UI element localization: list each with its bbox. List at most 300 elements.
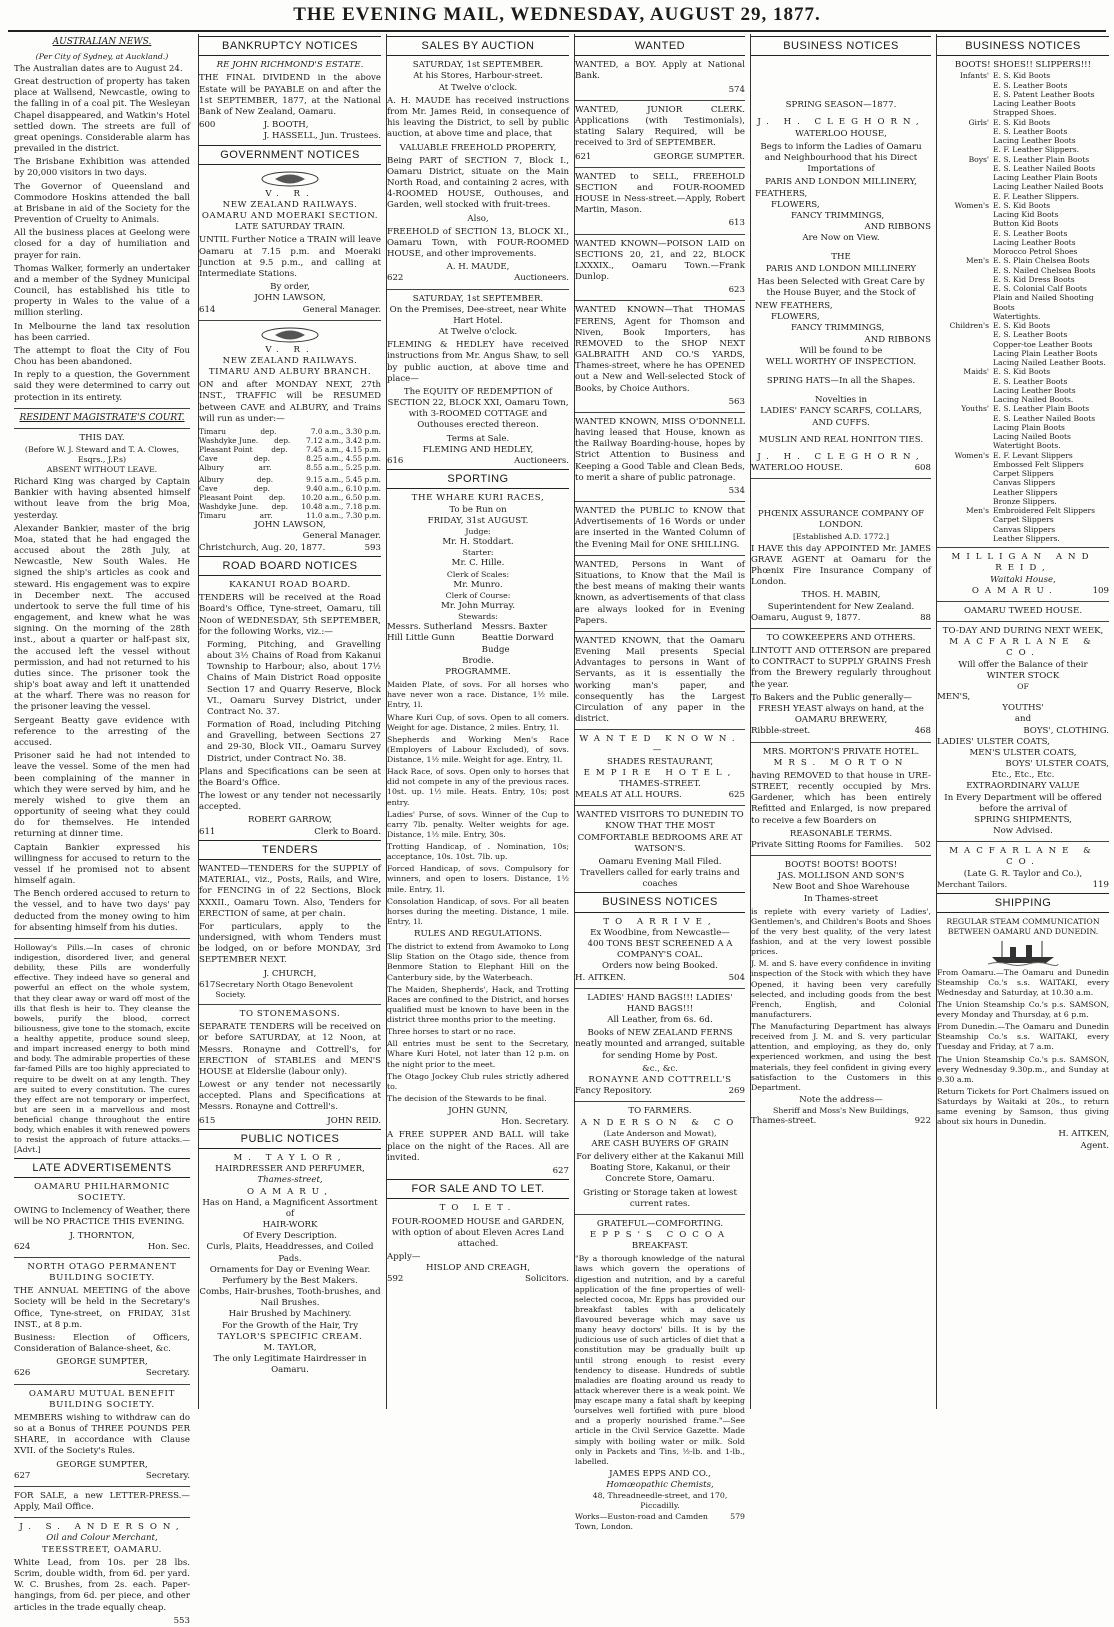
boots-item-label: Lacing Leather Boots (993, 99, 1076, 109)
taylor-sign: M. TAYLOR, (263, 1343, 317, 1353)
maude-body: A. H. MAUDE has received instructions from Mr. James Reid, in consequence of his leaving the District, to sell by public auction, at above time and place, that (387, 95, 569, 140)
ad-number: 616 (387, 455, 404, 466)
boots-item-label: Plain and Nailed Shooting Boots (993, 293, 1094, 312)
boots-title: BOOTS! BOOTS! BOOTS! (784, 860, 898, 871)
railways-sign: JOHN LAWSON, (254, 293, 326, 304)
railways-order: By order, (270, 282, 310, 293)
tweed-line: Will offer the Balance of their (958, 659, 1088, 670)
timetable-type: dep. (271, 502, 288, 512)
cleghorn-line: THE (831, 252, 851, 263)
boots-category: Girls' (968, 117, 989, 127)
official-title: Starter: (462, 548, 494, 558)
ad-number: 109 (1092, 585, 1109, 596)
cleghorn-line: FANCY TRIMMINGS, (791, 323, 885, 334)
boots-item-label: Lacing Plain Leather Boots (993, 348, 1098, 358)
business-header: BUSINESS NOTICES (937, 36, 1109, 56)
cleghorn-line: MUSLIN AND REAL HONITON TIES. (758, 434, 924, 445)
timetable-times: 9.15 a.m., 5.45 p.m. (306, 475, 381, 485)
arrive-title: TO ARRIVE, (603, 916, 717, 927)
railways-section: OAMARU AND MOERAKI SECTION. (201, 211, 379, 222)
boots-item (937, 192, 1109, 201)
anderson-co-line: For delivery either at the Kakanui Mill Boating Store, Kakanui, or their Concrete Store, Oamaru. (576, 1151, 744, 1185)
boots-item-label: Lacing Kid Boots (993, 210, 1059, 220)
cleghorn-sign: J. H. CLEGHORN, (757, 451, 925, 462)
royal-crest-icon (199, 325, 381, 345)
boots-item-label: E. S. Kid Boots (993, 200, 1051, 210)
divider (937, 601, 1109, 602)
boots-item (937, 395, 1109, 404)
race-item: Maiden Plate, of sovs. For all horses who have never won a race. Distance, 1½ mile. Entry, 1l. (387, 680, 569, 710)
cleghorn-line: Will be found to be (799, 345, 883, 356)
road-sign: ROBERT GARROW, (247, 815, 332, 826)
taylor-trade: HAIRDRESSER AND PERFUMER, (215, 1164, 365, 1175)
government-header: GOVERNMENT NOTICES (199, 145, 381, 165)
taylor-town: OAMARU, (247, 1186, 333, 1197)
court-paragraph: Richard King was charged by Captain Bankier with having absented himself without leave from the brig Moa, yesterday. (14, 477, 190, 521)
programme-title: PROGRAMME. (445, 666, 511, 677)
anderson-co-name: ANDERSON & CO (580, 1117, 740, 1128)
boots-item-label: E. F. Leather Slippers. (993, 145, 1080, 155)
philharmonic-title: OAMARU PHILHARMONIC SOCIETY. (34, 1181, 170, 1203)
divider (575, 988, 745, 989)
timetable-row (199, 511, 381, 520)
divider (937, 841, 1109, 842)
tweed-line: SPRING SHIPMENTS, (974, 814, 1072, 825)
wanted-line: Oamaru Evening Mail Filed. (598, 856, 722, 867)
ad-number: 922 (914, 1116, 931, 1127)
fh-time: At Twelve o'clock. (438, 327, 518, 338)
column-4 (574, 34, 745, 1531)
rules-title: RULES AND REGULATIONS. (414, 929, 542, 939)
boots-item-label: E. S. Kid Dress Boots (993, 274, 1075, 284)
divider (751, 478, 931, 479)
fh-sign: FLEMING AND HEDLEY, (422, 444, 534, 455)
philharmonic-body: OWING to Inclemency of Weather, there will be NO PRACTICE THIS EVENING. (14, 1206, 190, 1228)
boots-list (937, 71, 1109, 543)
phoenix-date: Oamaru, August 9, 1877. (751, 612, 861, 623)
boots-item (937, 173, 1109, 182)
news-paragraph: Thomas Walker, formerly an undertaker and a member of the Sydney Municipal Council, has established his title to property in Wales to the value of a million sterling. (14, 263, 190, 319)
tweed-line: Etc., Etc., Etc. (991, 770, 1055, 781)
milligan-house: Waitaki House, (990, 574, 1056, 585)
divider (14, 1486, 190, 1487)
late-advertisements-header: LATE ADVERTISEMENTS (14, 1158, 190, 1178)
maude-also: Also, (467, 213, 489, 224)
australian-news-byline: (Per City of Sydney, at Auckland.) (35, 51, 169, 61)
macfarlane-sub: (Late G. R. Taylor and Co.), (963, 868, 1083, 879)
boots-item (937, 441, 1109, 450)
fh-date: SATURDAY, 1st SEPTEMBER. (412, 293, 544, 304)
tweed-line: WINTER STOCK (986, 670, 1060, 681)
boots-item-label: Copper-toe Leather Boots (993, 339, 1093, 349)
boots-item-label: E. S. Leather Boots (993, 80, 1068, 90)
timetable-row (199, 463, 381, 472)
race-item: Consolation Handicap, of sovs. For all beaten horses during the meeting. Distance, 1 mile. Entry, 1l. (387, 896, 569, 926)
railways-place: Christchurch, Aug. 20, 1877. (199, 542, 326, 553)
divider (575, 501, 745, 502)
philharmonic-sign: J. THORNTON, (69, 1230, 135, 1241)
official-name: Mr. C. Hille. (451, 558, 505, 569)
arrive-line: Ex Woodbine, from Newcastle— (590, 927, 730, 938)
stewards-last: Brodie. (462, 655, 494, 666)
omb-body: MEMBERS wishing to withdraw can do so at a Bonus of THREE POUNDS PER SHARE, in accordance with Clause XVII. of the Society's Rules. (14, 1412, 190, 1457)
boots-category: Youths' (961, 404, 989, 414)
australian-news-title: AUSTRALIAN NEWS. (52, 37, 152, 47)
mollison-body: J. M. and S. have every confidence in inviting inspection of the Stock with which they have Opened, it having been very carefully selected, and including goods from the best French, English, and Colonial manufacturers. (751, 959, 931, 1019)
boots-item-label: E. S. Kid Boots (993, 71, 1051, 81)
boots-item-label: Morocco Petrol Shoes (993, 247, 1078, 257)
rule-item: The decision of the Stewards to be final. (387, 1093, 547, 1103)
fh-body: FLEMING & HEDLEY have received instructions from Mr. Angus Shaw, to sell by public auction, at above time and place— (387, 340, 569, 384)
boots-item-label: E. S. Leather Boots (993, 330, 1068, 340)
bags-sign: RONAYNE AND COTTRELL'S (588, 1075, 732, 1085)
taylor-street: Thames-street, (257, 1175, 323, 1186)
official-title: Judge: (465, 526, 491, 536)
nopb-body: THE ANNUAL MEETING of the above Society will be held in the Secretary's Office, Tyne-street, on FRIDAY, 31st INST., at 8 p.m. (14, 1286, 190, 1330)
divider (937, 621, 1109, 622)
boots-item-label: Embroidered Felt Slippers (993, 506, 1096, 516)
official-name: Mr. H. Stoddart. (442, 537, 514, 548)
railways-title: NEW ZEALAND RAILWAYS. (222, 355, 358, 366)
ad-number: 627 (552, 1165, 569, 1176)
stonemasons-title: TO STONEMASONS. (239, 1009, 341, 1020)
boots-item-label: E. S. Leather Plain Boots (993, 154, 1090, 164)
boots-category: Maids' (963, 367, 989, 377)
boots-item (937, 506, 1109, 515)
road-board-header: ROAD BOARD NOTICES (199, 556, 381, 576)
cleghorn-line: FANCY TRIMMINGS, (791, 210, 885, 221)
divider (751, 855, 931, 856)
boots-item (937, 219, 1109, 228)
omb-role: Secretary. (145, 1470, 190, 1481)
taylor-line: The only Legitimate Hairdresser in Oamaru. (213, 1354, 367, 1376)
bags-title: LADIES' HAND BAGS!!! LADIES' HAND BAGS!!! (587, 992, 733, 1014)
boots-item (937, 284, 1109, 293)
auction-header: SALES BY AUCTION (387, 36, 569, 56)
boots-item (937, 256, 1109, 265)
mollison-street: In Thames-street (803, 893, 879, 904)
boots-item (937, 312, 1109, 321)
boots-item-label: Carpet Slippers (993, 469, 1054, 479)
shipping-item: From Dunedin.—The Oamaru and Dunedin Steamship Co.'s s.s. WAITAKI, every Tuesday and Friday, at 7 a.m. (937, 1022, 1109, 1052)
race-item: Ladies' Purse, of sovs. Winner of the Cup to carry 7lb. penalty. Welter weights for age. Distance, 1½ mile. Entry, 30s. (387, 809, 569, 839)
vr-mark: V. R. (265, 344, 315, 355)
letter-press-ad: FOR SALE, a new LETTER-PRESS.—Apply, Mail Office. (14, 1490, 190, 1513)
to-let-apply: Apply— (387, 1252, 421, 1263)
column-6 (936, 34, 1109, 1409)
railways-title: NEW ZEALAND RAILWAYS. (222, 199, 358, 210)
news-paragraph: In reply to a question, the Government said they were determined to carry out protection in its entirety. (14, 370, 190, 403)
auction-place: At his Stores, Harbour-street. (413, 71, 543, 82)
boots-item (937, 488, 1109, 497)
lintott-line: OAMARU BREWERY, (794, 715, 888, 726)
ad-number: 553 (173, 1615, 190, 1626)
divider (199, 320, 381, 321)
ad-number: 504 (728, 972, 745, 983)
divider (14, 408, 190, 409)
morton-line: REASONABLE TERMS. (789, 828, 893, 839)
boots-item-label: Lacing Nailed Leather Boots. (993, 358, 1106, 368)
timetable-type: dep. (260, 426, 277, 436)
holloway-advert: Holloway's Pills.—In cases of chronic indigestion, disordered liver, and general debility, these Pills are wonderfully effective. They indeed have so general and powerful an effect on the whole system, that they clear away or ward off most of the ills that flesh is heir to. They cleanse the bowels, purify the blood, correct biliousness, give tone to the stomach, excite a healthy appetite, produce sound sleep, and impart increased energy to both mind and body. The admirable properties of these far-famed Pills are too highly appreciated to require to be dwelt on at any length. They are suited to every constitution. The cures they effect are not temporary or imperfect, but are seen in a marvellous and most beneficial change throughout the entire body, which enables it with renewed powers to resist the approach of future attacks.—[Advt.] (14, 942, 190, 1155)
arrive-line: Orders now being Booked. (601, 961, 719, 972)
taylor-line: Of Every Description. (242, 1231, 338, 1242)
road-role: Clerk to Board. (314, 826, 381, 837)
to-let-title: TO LET. (439, 1203, 517, 1214)
epps-works: Works—Euston-road and Camden Town, London. (575, 1511, 708, 1531)
road-works: Formation of Road, including Pitching and Gravelling, between Sections 27 and 29-30, Block VII., Oamaru Survey District, under Contract No. 38. (207, 720, 381, 764)
boots-category: Women's (954, 450, 989, 460)
to-let-body: FOUR-ROOMED HOUSE and GARDEN, with option of about Eleven Acres Land attached. (391, 1216, 565, 1249)
column-5 (750, 34, 931, 1409)
taylor-name: M. TAYLOR, (233, 1153, 347, 1164)
timetable-row (199, 436, 381, 445)
divider (575, 167, 745, 168)
shipping-item: Return Tickets for Port Chalmers issued on Saturdays by Waitaki at 20s., to return same evening by Samson, thus giving about six hours in Dunedin. (937, 1086, 1109, 1127)
trustee-name: J. HASSELL, Jun. (263, 131, 338, 142)
auction-date: SATURDAY, 1st SEPTEMBER. (412, 60, 544, 71)
boots-item-label: E. S. Leather Boots (993, 228, 1068, 238)
steamship-icon (937, 938, 1109, 966)
boots-item (937, 293, 1109, 312)
official-name: Mr. John Murray. (441, 600, 515, 611)
timetable-times: 7.12 a.m., 3.42 p.m. (306, 435, 381, 445)
ad-number: 625 (728, 790, 745, 801)
boots-category: Boys' (968, 154, 989, 164)
fh-role: Auctioneers. (514, 455, 569, 466)
tweed-line: LADIES' ULSTER COATS, (937, 736, 1050, 747)
fh-place: On the Premises, Dee-street, near White Hart Hotel. (389, 304, 567, 326)
rule-item: All entries must be sent to the Secretary, Whare Kuri Hotel, not later than 12 p.m. on the night prior to the meet. (387, 1039, 569, 1069)
boots-item-label: E. F. Levant Slippers (993, 450, 1073, 460)
cleghorn-line: FEATHERS, (755, 188, 808, 199)
boots-item (937, 90, 1109, 99)
cleghorn-line: WELL WORTHY OF INSPECTION. (765, 356, 917, 367)
timetable-row (199, 475, 381, 484)
boots-category: Children's (949, 321, 989, 331)
taylor-line: Hair Brushed by Machinery. (228, 1309, 352, 1320)
taylor-line: Has on Hand, a Magnificent Assortment of (202, 1197, 378, 1219)
boots-item (937, 238, 1109, 247)
tweed-line: Now Advised. (993, 826, 1053, 837)
morton-body: having REMOVED to that house in URE-STREET, recently occupied by Mrs. Gardener, which has been entirely Refitted and Enlarged, is now prepared to receive a few Boarders on (751, 770, 931, 826)
road-board-body: TENDERS will be received at the Road Board's Office, Tyne-street, Oamaru, till Noon of WEDNESDAY, 5th SEPTEMBER, for the following Works, viz.:— (199, 593, 381, 637)
rule-item: Three horses to start or no race. (387, 1027, 516, 1037)
news-paragraph: All the business places at Geelong were closed for a day of humiliation and prayer for rain. (14, 228, 190, 261)
official-title: Clerk of Scales: (446, 569, 510, 579)
court-paragraph: Prisoner said he had not intended to leave the vessel. Some of the men had been complaining of the manner in which they were served by him, and he merely wished to give them an opportunity of seeing what they could do for themselves. He intended returning at dinner time. (14, 751, 190, 840)
sporting-header: SPORTING (387, 469, 569, 489)
boots-item (937, 534, 1109, 543)
epps-role: Homœopathic Chemists, (606, 1480, 714, 1491)
road-lowest: The lowest or any tender not necessarily accepted. (199, 791, 381, 813)
fh-terms: Terms at Sale. (446, 433, 510, 444)
bags-line: Books of NEW ZEALAND FERNS neatly mounted and arranged, suitable for sending Home by Post. (575, 1028, 745, 1061)
ad-number: 534 (728, 485, 745, 496)
farmers-title: TO FARMERS. (628, 1106, 692, 1117)
shipping-role: Agent. (1080, 1140, 1109, 1151)
boots-item-label: Leather Slippers (993, 487, 1058, 497)
ad-number: 563 (728, 396, 745, 407)
timetable-row (199, 445, 381, 454)
ad-number: 617 (199, 979, 216, 990)
boots-item (937, 145, 1109, 154)
ad-number: 600 (199, 120, 216, 131)
wanted-ad: WANTED, a BOY. Apply at National Bank. (575, 60, 745, 82)
wanted-line: EMPIRE HOTEL, (583, 767, 737, 778)
mollison-sub: New Boot and Shoe Warehouse (772, 882, 910, 893)
anderson-co-line: ARE CASH BUYERS OF GRAIN (591, 1138, 729, 1149)
railways-sign: JOHN LAWSON, (254, 520, 326, 531)
mollison-address: Sheriff and Moss's New Buildings, (773, 1106, 909, 1116)
taylor-line: Ornaments for Day or Evening Wear. (209, 1264, 371, 1275)
boots-item (937, 469, 1109, 478)
divider (575, 100, 745, 101)
boots-item (937, 229, 1109, 238)
phoenix-role: Superintendent for New Zealand. (767, 601, 915, 612)
maude-sign: A. H. MAUDE, (446, 262, 510, 273)
boots-item-label: Watertights. (993, 311, 1041, 321)
boots-item-label: Canvas Slippers (993, 478, 1056, 488)
maude-freehold: FREEHOLD of SECTION 13, BLOCK XI., Oamaru Town, with FOUR-ROOMED HOUSE, and other improvements. (387, 226, 569, 260)
road-plans: Plans and Specifications can be seen at the Board's Office. (199, 766, 381, 788)
cleghorn-line: AND RIBBONS (864, 334, 931, 345)
timetable-station: Washdyke June. (199, 435, 259, 445)
timetable-down (199, 475, 381, 520)
boots-shoes-title: BOOTS! SHOES!! SLIPPERS!!! (954, 60, 1092, 71)
news-paragraph: In Melbourne the land tax resolution has been carried. (14, 321, 190, 343)
boots-item-label: E. S. Leather Nailed Boots (993, 413, 1096, 423)
morton-name: MRS. MORTON (773, 757, 909, 768)
bags-role: Fancy Repository. (575, 1086, 653, 1097)
divider (575, 631, 745, 632)
mollison-note: Note the address— (799, 1094, 883, 1105)
phoenix-body: I HAVE this day APPOINTED Mr. JAMES GRAVE AGENT at Oamaru for the Phœnix Fire Insurance Company of London. (751, 543, 931, 588)
omb-sign: GEORGE SUMPTER, (56, 1459, 148, 1470)
vr-mark: V. R. (265, 188, 315, 199)
epps-header: GRATEFUL—COMFORTING. (596, 1218, 724, 1229)
epps-body: "By a thorough knowledge of the natural laws which govern the operations of digestion and nutrition, and by a careful application of the fine properties of well-selected cocoa, Mr. Epps has provided our breakfast tables with a delicately flavoured beverage which may save us many heavy doctors' bills. It is by the judicious use of such articles of diet that a constitution may be gradually built up until strong enough to resist every tendency to disease. Hundreds of subtle maladies are floating around us ready to attack wherever there is a weak point. We may escape many a fatal shaft by keeping ourselves well fortified with pure blood and a properly nourished frame."—See article in the Civil Service Gazette. Made simply with boiling water or milk. Sold only in Packets and Tins, ½-lb. and 1-lb., labelled. (575, 1254, 745, 1466)
boots-item (937, 515, 1109, 524)
tweed-line: BOYS', CLOTHING. (1023, 725, 1109, 736)
shipping-item: The Union Steamship Co.'s p.s. SAMSON, every Wednesday 9.30p.m., and Sunday at 9.30 a.m. (937, 1054, 1109, 1084)
ad-number: 593 (364, 542, 381, 553)
taylor-line: Combs, Hair-brushes, Tooth-brushes, and Nail Brushes. (199, 1287, 381, 1309)
timetable-times: 8.25 a.m., 4.55 p.m. (306, 453, 381, 463)
lintott-line: To Bakers and the Public generally— (751, 692, 912, 703)
shipping-title: REGULAR STEAM COMMUNICATION BETWEEN OAMARU AND DUNEDIN. (946, 917, 1100, 937)
divider (575, 555, 745, 556)
divider (14, 1384, 190, 1385)
wanted-ad: WANTED, JUNIOR CLERK. Applications (with Testimonials), stating Salary Required, will be received to 3rd of SEPTEMBER. (575, 104, 745, 149)
boots-item-label: Lacing Nailed Boots (993, 432, 1071, 442)
road-board-sub: KAKANUI ROAD BOARD. (229, 580, 351, 591)
ad-number: 626 (14, 1368, 31, 1379)
timetable-station: Pleasant Point (199, 493, 253, 503)
cleghorn-name: J. H. CLEGHORN, (757, 117, 925, 128)
timetable-type: dep. (256, 475, 274, 485)
taylor-line: Curls, Plaits, Headdresses, and Coiled Pads. (206, 1242, 374, 1264)
tenders-role: Secretary North Otago Benevolent Society. (215, 979, 354, 999)
boots-item-label: Button Kid Boots (993, 219, 1059, 229)
mollison-name: JAS. MOLLISON AND SON'S (777, 871, 905, 882)
anderson-co-sub: (Late Anderson and Mowat), (603, 1128, 717, 1138)
taylor-line: TAYLOR'S SPECIFIC CREAM. (217, 1331, 363, 1342)
epps-address: 48, Threadneedle-street, and 170, Piccadilly. (592, 1491, 728, 1511)
boots-item (937, 127, 1109, 136)
divider (751, 742, 931, 743)
rule-item: The Otago Jockey Club rules strictly adhered to. (387, 1071, 569, 1091)
boots-item (937, 71, 1109, 80)
boots-item (937, 432, 1109, 441)
boots-item (937, 164, 1109, 173)
timetable-type: dep. (268, 493, 286, 503)
divider (751, 628, 931, 629)
railways-role: General Manager. (302, 531, 381, 542)
anderson-co-line: Gristing or Storage taken at lowest current rates. (583, 1187, 737, 1209)
news-paragraph: The attempt to float the City of Fou Chou has been abandoned. (14, 345, 190, 368)
boots-item (937, 404, 1109, 413)
ad-number: 615 (199, 1115, 216, 1126)
cleghorn-line: LADIES' FANCY SCARFS, COLLARS, AND CUFFS. (760, 406, 922, 428)
masthead-rule (8, 30, 1106, 32)
timetable-up (199, 427, 381, 472)
anderson-trade: Oil and Colour Merchant, (46, 1533, 158, 1544)
news-paragraph: The Australian dates are to August 24. (14, 63, 183, 74)
boots-item-label: Lacing Plain Boots (993, 422, 1065, 432)
boots-item (937, 358, 1109, 367)
shipping-item: The Union Steamship Co.'s p.s. SAMSON, every Monday and Thursday, at 6 p.m. (937, 999, 1109, 1020)
philharmonic-role: Hon. Sec. (147, 1241, 190, 1252)
taylor-line: For the Growth of the Hair, Try (221, 1320, 359, 1331)
railways-body: UNTIL Further Notice a TRAIN will leave Oamaru at 7.15 p.m. and Moeraki Junction at 9.5 p.m., and calling at Intermediate Stations. (199, 235, 381, 279)
rule-item: The Maiden, Shepherds', Hack, and Trotting Races are confined to the District, and horses qualified must be known to have been in the district three months prior to the meeting. (387, 984, 569, 1025)
arrive-sign: H. AITKEN. (575, 972, 626, 983)
gunn-sign: JOHN GUNN, (448, 1106, 508, 1117)
railways-section: TIMARU AND ALBURY BRANCH. (208, 367, 372, 378)
boots-item-label: E. S. Leather Plain Boots (993, 404, 1090, 414)
ad-number: 624 (14, 1241, 31, 1252)
tweed-line: MEN'S, (937, 692, 971, 703)
races-date: FRIDAY, 31st AUGUST. (427, 515, 529, 526)
column-1 (14, 34, 190, 1626)
wanted-sign: GEORGE SUMPTER. (653, 151, 745, 162)
boots-item (937, 497, 1109, 506)
boots-item-label: Lacing Leather Nailed Boots (993, 182, 1104, 192)
news-paragraph: The Brisbane Exhibition was attended by 20,000 visitors in two days. (14, 157, 190, 179)
timetable-times: 11.0 a.m., 7.30 p.m. (306, 511, 381, 521)
mollison-body: The Manufacturing Department has always received from J. M. and S. very particular attention, and employing, as they do, only experienced workmen, and using the best materials, they feel confident in giving every satisfaction to the Customers in this Department. (751, 1022, 931, 1092)
railways-body: ON and after MONDAY NEXT, 27th INST., TRAFFIC will be RESUMED between CAVE and ALBURY, and Trains will run as under:— (199, 380, 381, 424)
column-2 (198, 34, 381, 1409)
phoenix-sign: THOS. H. MABIN, (801, 590, 881, 601)
races-title: THE WHARE KURI RACES, (411, 493, 545, 504)
shipping-header: SHIPPING (937, 893, 1109, 913)
race-item: Trotting Handicap, of . Nomination, 10s; acceptance, 10s. 10st. 7lb. up. (387, 842, 569, 862)
timetable-station: Albury (199, 475, 224, 485)
boots-item (937, 247, 1109, 256)
race-item: Hack Race, of sovs. Open only to horses that did not compete in any of the previous races. 10st. up. 1½ mile. Heats. Entry, 10s; post entry. (387, 767, 569, 807)
macfarlane-role: Merchant Tailors. (937, 879, 1008, 889)
timetable-times: 7.45 a.m., 4.15 p.m. (306, 444, 381, 454)
fh-equity: The EQUITY OF REDEMPTION of SECTION 22, BLOCK XXI, Oamaru Town, with 3-ROOMED COTTAGE and Outhouses erected thereon. (387, 386, 569, 431)
wanted-line: MEALS AT ALL HOURS. (575, 790, 682, 801)
timetable-row (199, 493, 381, 502)
boots-item (937, 182, 1109, 191)
cleghorn-line: Are Now on View. (802, 233, 880, 244)
shipping-item: From Oamaru.—The Oamaru and Dunedin Steamship Co.'s s.s. WAITAKI, every Wednesday and Saturday, at 10.30 a.m. (937, 967, 1109, 997)
anderson-name: J. S. ANDERSON, (19, 1522, 185, 1533)
